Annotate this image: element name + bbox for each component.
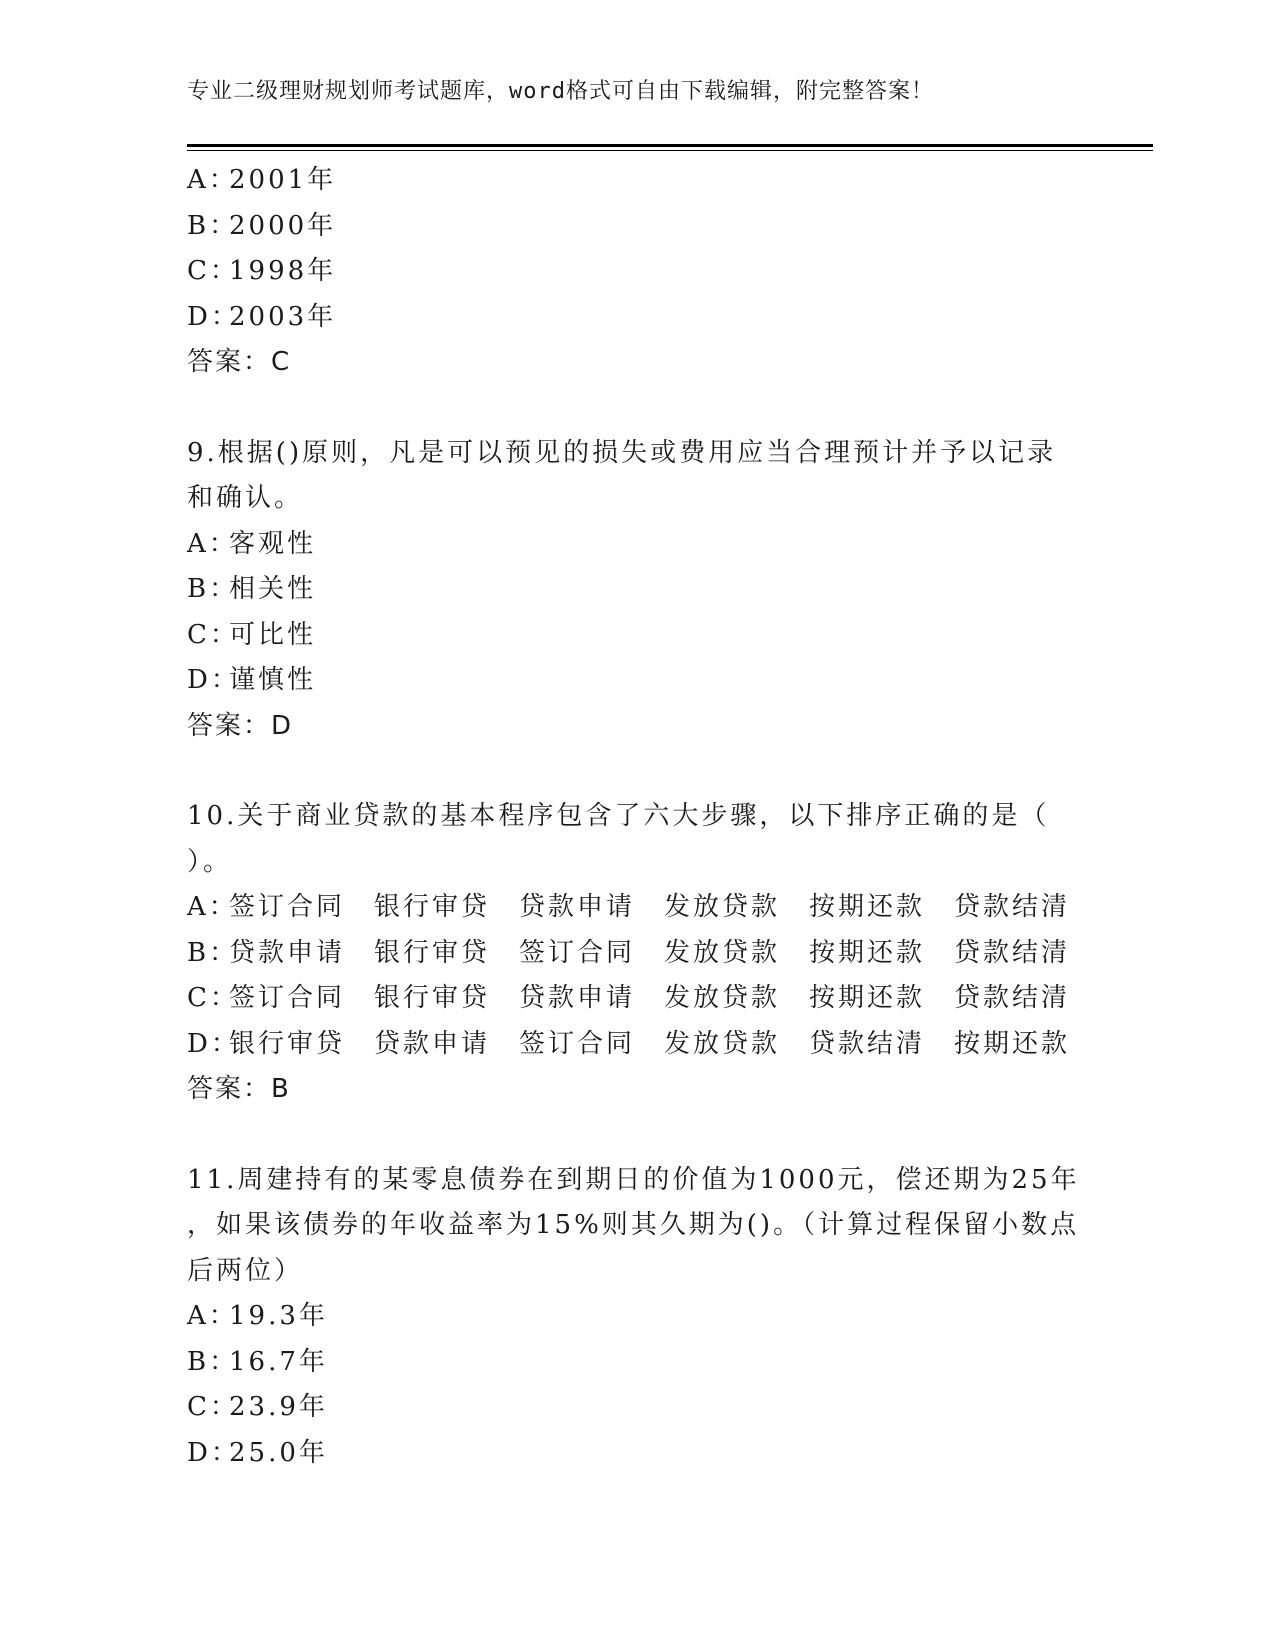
question-10: [187, 794, 1087, 1113]
q8-answer: 答案：C: [187, 347, 292, 377]
q10-step: 银行审贷: [374, 983, 491, 1013]
q10-step: 银行审贷: [229, 1028, 346, 1059]
q8-option-b: B：2000年: [187, 210, 337, 241]
q11-option-c: C：23.9年: [187, 1392, 328, 1422]
q10-step: 发放贷款: [664, 937, 781, 968]
q10-step: 签订合同: [519, 937, 636, 968]
question-11: [187, 1158, 1087, 1477]
q10-step: 发放贷款: [664, 1028, 781, 1059]
q10-step: 按期还款: [809, 983, 926, 1013]
q11-option-b: B：16.7年: [187, 1346, 328, 1377]
q8-option-d: D：2003年: [187, 301, 337, 332]
q10-step: 贷款申请: [374, 1028, 491, 1059]
q9-answer: 答案：D: [187, 710, 294, 741]
q11-stem-line-2: ，如果该债券的年收益率为15%则其久期为()。（计算过程保留小数点: [187, 1210, 1080, 1240]
q10-step: 贷款申请: [519, 892, 636, 922]
spacer: [187, 749, 1087, 794]
question-8: [187, 158, 1087, 386]
q10-step: 银行审贷: [374, 937, 491, 968]
q11-stem-line-3: 后两位）: [187, 1255, 304, 1286]
q10-step: 贷款结清: [954, 892, 1071, 922]
q9-option-c: C：可比性: [187, 619, 317, 650]
q10-step: 贷款结清: [954, 983, 1071, 1013]
q10-step: 贷款申请: [519, 983, 636, 1013]
header-rule-thin: [187, 150, 1153, 151]
page-header: 专业二级理财规划师考试题库，word格式可自由下载编辑，附完整答案！: [187, 79, 934, 104]
q10-answer: 答案：B: [187, 1074, 291, 1104]
q10-option-d: D：银行审贷 贷款申请 签订合同 发放贷款 贷款结清 按期还款: [187, 1022, 1087, 1068]
q9-option-b: B：相关性: [187, 574, 317, 604]
q10-stem-line-1: 10.关于商业贷款的基本程序包含了六大步骤，以下排序正确的是（: [187, 801, 1050, 831]
q10-option-a: A：签订合同 银行审贷 贷款申请 发放贷款 按期还款 贷款结清: [187, 885, 1087, 931]
header-rule-thick: [187, 144, 1153, 147]
q10-option-b: B：贷款申请 银行审贷 签订合同 发放贷款 按期还款 贷款结清: [187, 931, 1087, 977]
q9-stem-line-2: 和确认。: [187, 483, 304, 513]
question-content: [187, 158, 1087, 1476]
spacer: [187, 1113, 1087, 1158]
q10-step: 银行审贷: [374, 892, 491, 922]
q10-step: 贷款申请: [229, 937, 346, 968]
q10-step: 按期还款: [954, 1028, 1071, 1059]
q10-step: 发放贷款: [664, 983, 781, 1013]
q9-stem-line-1: 9.根据()原则，凡是可以预见的损失或费用应当合理预计并予以记录: [187, 437, 1057, 468]
q11-option-d: D：25.0年: [187, 1437, 328, 1468]
q10-option-c: C：签订合同 银行审贷 贷款申请 发放贷款 按期还款 贷款结清: [187, 976, 1087, 1022]
q10-step: 签订合同: [519, 1028, 636, 1059]
q10-step: 按期还款: [809, 892, 926, 922]
q10-step: 发放贷款: [664, 892, 781, 922]
q11-option-a: A：19.3年: [187, 1301, 328, 1331]
q10-step: 贷款结清: [954, 937, 1071, 968]
q10-step: 按期还款: [809, 937, 926, 968]
spacer: [187, 386, 1087, 431]
q8-option-a: A：2001年: [187, 165, 337, 195]
question-9: [187, 431, 1087, 750]
q9-option-d: D：谨慎性: [187, 665, 317, 695]
q8-option-c: C：1998年: [187, 256, 337, 286]
q10-stem-line-2: ）。: [187, 846, 233, 877]
q10-step: 贷款结清: [809, 1028, 926, 1059]
q10-step: 签订合同: [229, 983, 346, 1013]
q11-stem-line-1: 11.周建持有的某零息债券在到期日的价值为1000元，偿还期为25年: [187, 1164, 1080, 1195]
q10-step: 签订合同: [229, 892, 346, 922]
q9-option-a: A：客观性: [187, 528, 317, 559]
